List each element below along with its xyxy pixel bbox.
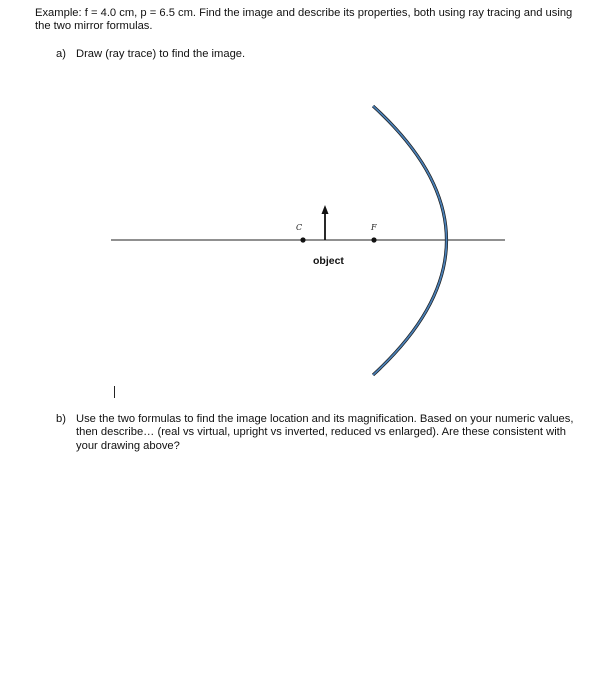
part-b xyxy=(56,413,576,453)
center-point xyxy=(300,237,305,242)
object-arrow-head xyxy=(322,205,329,214)
part-a-marker: a) xyxy=(56,48,66,60)
text-cursor xyxy=(114,386,115,398)
part-b-marker: b) xyxy=(56,413,66,425)
focal-label: F xyxy=(371,223,377,232)
part-b-text: Use the two formulas to find the image location and its magnification. Based on your numeric values, then describe… (real vs virtual, upright vs inverted, reduced vs enlarged). Are these consistent with your drawing above? xyxy=(76,413,574,452)
part-a-text: Draw (ray trace) to find the image. xyxy=(76,48,246,60)
center-label: C xyxy=(296,223,303,232)
object-label: object xyxy=(313,255,344,267)
problem-statement: Example: f = 4.0 cm, p = 6.5 cm. Find the image and describe its properties, both using ray tracing and using the two mirror formulas. xyxy=(35,7,573,33)
focal-point xyxy=(371,237,376,242)
